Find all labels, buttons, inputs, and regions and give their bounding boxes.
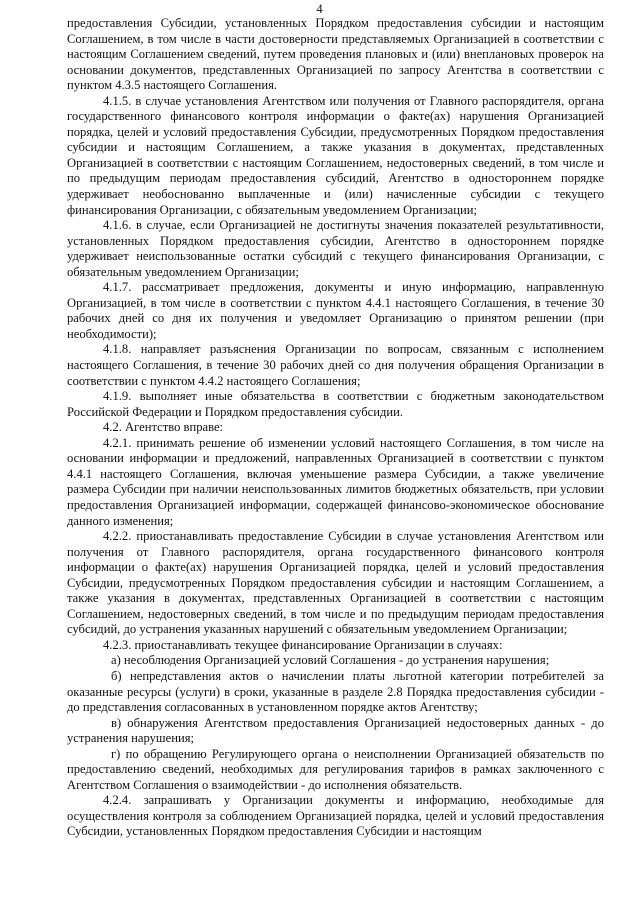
clause-4-1-7: 4.1.7. рассматривает предложения, документы и иную информацию, направленную Организацией, в том числе в соответствии с пунктом 4.4.1 настоящего Соглашения, в течение 30 рабочих дней со дня их получения и уведомляет Организацию о принятом решении (при необходимости); xyxy=(67,280,604,341)
subclause-v: в) обнаружения Агентством предоставления Организацией недостоверных данных - до устранения нарушения; xyxy=(67,715,604,746)
paragraph-continuation: предоставления Субсидии, установленных Порядком предоставления субсидии и настоящим Соглашением, в том числе в части достоверности представляемых Организацией в соответствии с настоящим Соглашением сведений, путем проведения плановых и (или) внеплановых проверок на основании документов, представленных Организацией по запросу Агентства в соответствии с пунктом 4.3.5 настоящего Соглашения. xyxy=(67,16,604,93)
subclause-a: а) несоблюдения Организацией условий Соглашения - до устранения нарушения; xyxy=(111,653,550,668)
clause-4-2-2: 4.2.2. приостанавливать предоставление Субсидии в случае установления Агентством или получения от Главного распорядителя, органа государственного финансового контроля информации о факте(ах) нарушения Организацией порядка, целей и условий предоставления Субсидии, предусмотренных Порядком предоставления субсидии и настоящим Соглашением, а также указания в документах, представленных Организацией в соответствии с настоящим Соглашением, недостоверных сведений, в том числе и по предыдущим периодам предоставления субсидий, до устранения указанных нарушений с обязательным уведомлением Организации; xyxy=(67,529,604,637)
clause-4-2-heading: 4.2. Агентство вправе: xyxy=(103,420,224,435)
subclause-b: б) непредставления актов о начислении платы льготной категории потребителей за оказанные ресурсы (услуги) в сроки, указанные в разделе 2.8 Порядка предоставления субсидии - до представления согласованных в установленном порядке актов Агентству; xyxy=(67,668,604,715)
clause-4-1-6: 4.1.6. в случае, если Организацией не достигнуты значения показателей результативности, установленных Порядком предоставления субсидии, Агентство в одностороннем порядке удерживает неиспользованные остатки субсидий с текущего финансирования Организации, с обязательным уведомлением Организации; xyxy=(67,218,604,279)
clause-4-1-9: 4.1.9. выполняет иные обязательства в соответствии с бюджетным законодательством Российской Федерации и Порядком предоставления субсидии. xyxy=(67,389,604,419)
subclause-g: г) по обращению Регулирующего органа о неисполнении Организацией обязательств по предоставлению сведений, необходимых для регулирования тарифов в рамках заключенного с Агентством Соглашения о взаимодействии - до исполнения обязательств. xyxy=(67,746,604,792)
clause-4-1-5: 4.1.5. в случае установления Агентством или получения от Главного распорядителя, органа государственного финансового контроля информации о факте(ах) нарушения Организацией порядка, целей и условий предоставления Субсидии, предусмотренных Порядком предоставления субсидии и настоящим Соглашением, а также указания в документах, представленных Организацией в соответствии с настоящим Соглашением, недостоверных сведений, в том числе и по предыдущим периодам предоставления субсидий, Агентство в одностороннем порядке удерживает необоснованно выплаченные и (или) начисленные субсидии с текущего финансирования Организации, с обязательным уведомлением Организации; xyxy=(67,93,604,217)
clause-4-2-1: 4.2.1. принимать решение об изменении условий настоящего Соглашения, в том числе на основании информации и предложений, направленных Организацией в соответствии с пунктом 4.4.1 настоящего Соглашения, включая уменьшение размера Субсидии, а также увеличение размера Субсидии при наличии неиспользованных лимитов бюджетных обязательств, при условии предоставления Организацией информации, содержащей финансово-экономическое обоснование данного изменения; xyxy=(67,435,604,528)
document-body xyxy=(67,16,604,840)
page-number: 4 xyxy=(316,2,323,16)
clause-4-1-8: 4.1.8. направляет разъяснения Организации по вопросам, связанным с исполнением настоящего Соглашения, в течение 30 рабочих дней со дня получения обращения Организации в соответствии с пунктом 4.4.2 настоящего Соглашения; xyxy=(67,342,604,388)
clause-4-2-4: 4.2.4. запрашивать у Организации документы и информацию, необходимые для осуществления контроля за соблюдением Организацией порядка, целей и условий предоставления Субсидии, установленных Порядком предоставления Субсидии и настоящим xyxy=(67,793,604,839)
clause-4-2-3: 4.2.3. приостанавливать текущее финансирование Организации в случаях: xyxy=(103,637,503,652)
